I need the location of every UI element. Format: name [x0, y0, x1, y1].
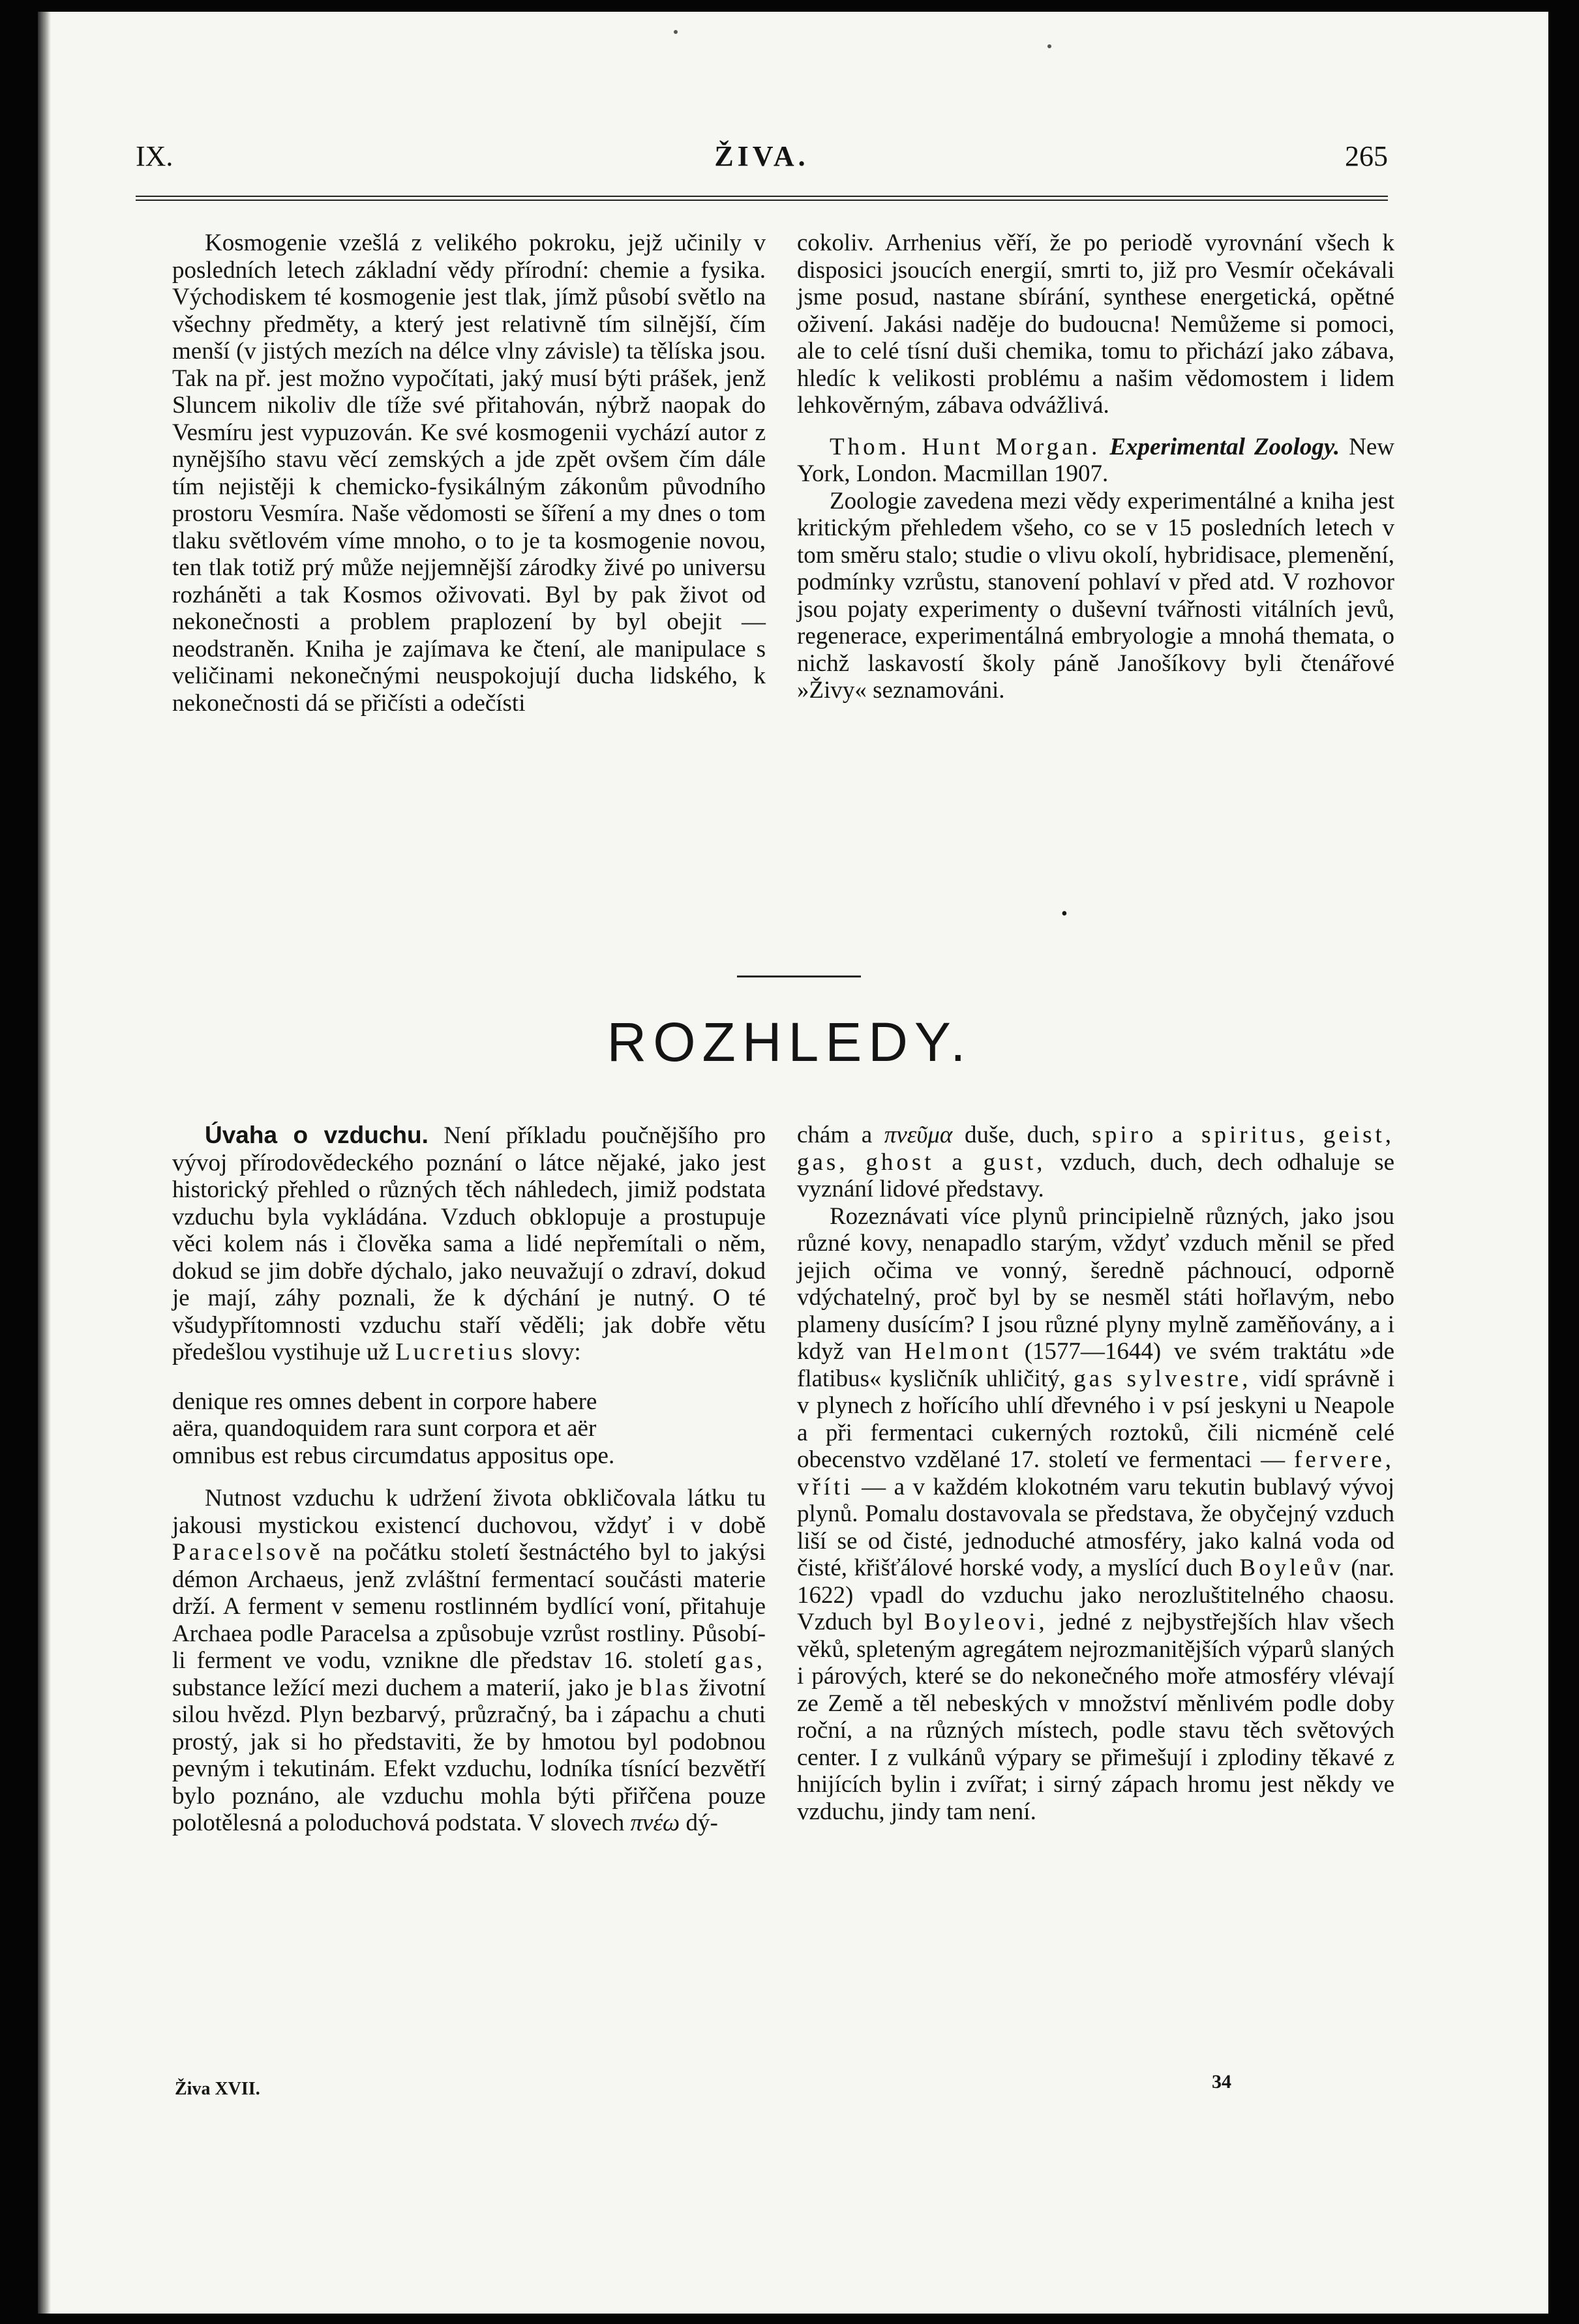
text-span: vzduch, duch, dech odhaluje se vyznání lidové představy. — [797, 1148, 1395, 1202]
left-column-bottom — [172, 1122, 766, 1837]
name-boyle: Boyleův — [1239, 1555, 1344, 1581]
term-fervere: fervere, vříti — [797, 1446, 1395, 1500]
term-gas: gas, — [714, 1647, 766, 1674]
name-lucretius: Lucretius — [395, 1339, 516, 1365]
text-span: duše, duch, — [964, 1122, 1080, 1148]
section-title: ROZHLEDY. — [607, 1011, 972, 1073]
arrhenius-review-text: Kosmogenie vzešlá z velikého pokroku, jejž učinily v posledních letech základní vědy přírodní: chemie a fysika. Východiskem té kosmogenie jest tlak, jímž působí světlo na všechny předměty, a který jest relativně tím silnější, čím menší (v jistých mezích na délce vlny závisle) ta tělíska jsou. Tak na př. jest možno vypočítati, jaký musí býti prášek, jenž Sluncem nikoliv dle tíže své přitahován, nýbrž naopak do Vesmíru jest vypuzován. Ke své kosmogenii vychází autor z nynějšího stavu věcí zemských a jde zpět ovšem čím dále tím nejistěji k chemicko-fysikálným zákonům původního prostoru Vesmíra. Naše vědomosti se šíření a my dnes o tom tlaku světlovém víme mnoho, o to je ta kosmogenie novou, ten tlak totiž prý může nejjemnější zárodky živé po universu rozháněti a tak Kosmos oživovati. Byl by pak život od nekonečnosti a problem praplození by byl obejit — neodstraněn. Kniha je zajímava ke čtení, ale manipulace s veličinami nekonečnými neuspokojují ducha lidského, k nekonečnosti dá se přičísti a odečísti — [172, 230, 766, 717]
greek-pneuma: πνεῦμα — [884, 1122, 953, 1148]
section-rule — [737, 976, 861, 977]
paper-speck — [1047, 44, 1051, 48]
text-span: (1577—1644) ve svém traktátu »de flatibus« kysličník uhličitý, — [797, 1338, 1395, 1392]
binding-edge — [38, 12, 51, 2314]
right-column-top — [797, 230, 1394, 704]
text-span: Rozeznávati více plynů principielně různých, jako jsou různé kovy, nenapadlo starým, vždyť vzduch měnil se před jejich očima ve vonný, šeredně páchnoucí, odporně vdýchatelný, proč byl by se nesměl státi hořlavým, nebo plameny dusícím? I jsou různé plyny mylně zaměňovány, a i když van — [797, 1202, 1394, 1365]
text-span: na počátku století šestnáctého byl to jakýsi démon Archaeus, jenž zvláštní fermentací součásti materie drží. A ferment v semenu rostlinném bydlící voní, přitahuje Archaea podle Paracelsa a způsobuje vzrůst rostliny. Působí-li ferment ve vodu, vznikne dle představ 16. století — [172, 1539, 766, 1674]
header-rule — [136, 196, 1388, 197]
arrhenius-review-end: cokoliv. Arrhenius věří, že po periodě vyrovnání všech k disposici jsoucích energií, smrti to, již pro Vesmír očekávali jsme posud, nastane sbírání, synthese energetická, opětné oživení. Jakási naděje do budoucna! Nemůžeme si pomoci, ale to celé tísní duši chemika, tomu to přichází jako zábava, hledíc k velikosti problému a našim vědomostem i lidem lehkověrným, zábava odvážlivá. — [797, 230, 1394, 419]
text-span: Nutnost vzduchu k udržení života obkličovala látku tu jakousi mystickou existencí duchovou, vždyť i v době — [172, 1485, 766, 1539]
text-span: dý- — [685, 1810, 718, 1836]
name-paracelsus: Paracelsově — [172, 1539, 323, 1566]
footer-sheet-number: 34 — [1212, 2071, 1231, 2093]
lucretius-quote — [172, 1388, 766, 1470]
review-author: Thom. Hunt Morgan. — [830, 433, 1101, 460]
footer-signature: Živa XVII. — [175, 2079, 260, 2099]
page-number: 265 — [1345, 140, 1388, 172]
article-runhead: Úvaha o vzduchu. — [205, 1122, 429, 1148]
air-article-paragraph-3 — [797, 1203, 1394, 1826]
text-span: (nar. 1622) vpadl do vzduchu jako nerozluštitelného chaosu. Vzduch byl — [797, 1555, 1395, 1635]
name-boyle-2: Boyleovi, — [924, 1609, 1048, 1635]
separator-dot: • — [1061, 904, 1068, 924]
paper-speck — [674, 30, 678, 34]
left-column-top — [172, 230, 766, 717]
text-span: chám a — [797, 1122, 873, 1148]
morgan-review-text: Zoologie zavedena mezi vědy experimentálné a kniha jest kritickým přehledem všeho, co se v 15 posledních letech v tom směru stalo; studie o vlivu okolí, hybridisace, plemenění, podmínky vzrůstu, stanovení pohlaví v před atd. V rozhovor jsou pojaty experimenty o duševní tvářnosti vitálních jevů, regenerace, experimentálná embryologie a mnohá themata, o nichž laskavostí školy páně Janošíkovy byli čtenářové »Živy« seznamováni. — [797, 487, 1394, 704]
air-article-intro — [172, 1122, 766, 1366]
greek-pneo: πνέω — [630, 1810, 680, 1836]
review-title: Experimental Zoology. — [1109, 433, 1340, 460]
volume-number: IX. — [136, 140, 173, 172]
text-span: — a v každém klokotném varu tekutin bublavý vývoj plynů. Pomalu dostavovala se představa, že obyčejný vzduch liší se od čisté, jednoduché atmosféry, jako kalná voda od čisté, křišťálové horské vody, a myslící duch — [797, 1473, 1395, 1581]
name-helmont: Helmont — [904, 1338, 1012, 1365]
air-article-paragraph-2 — [172, 1485, 766, 1837]
text-span: životní silou hvězd. Plyn bezbarvý, průzračný, ba i zápachu a chuti prostý, jak si ho představiti, že by hmotou byl podobnou pevným i tekutinám. Efekt vzduchu, lodníka tísnící bezvětří bylo poznáno, ale vzduchu mohla býti přiřčena pouze polotělesná a poloduchová podstata. V slovech — [172, 1674, 766, 1836]
air-article-continued — [797, 1122, 1394, 1203]
quote-line-3: omnibus est rebus circumdatus appositus ope. — [172, 1442, 615, 1469]
intro-text: Není příkladu poučnějšího pro vývoj přírodovědeckého poznání o látce nějaké, jako jest historický přehled o různých těch náhledech, jimiž podstata vzduchu byla vykládána. Vzduch obklopuje a prostupuje věci kolem nás i člověka sama a lidé nepřemítali o něm, dokud se jim dobře dýchalo, jako neuvažují o zdraví, dokud je mají, záhy poznali, že k dýchání je nutný. O té všudypřítomnosti vzduchu staří věděli; jak dobře větu předešlou vystihuje už — [172, 1122, 766, 1365]
text-span: jedné z nejbystřejších hlav všech věků, spleteným agregátem nejrozmanitějších výparů slaných i párových, které se do nekonečného moře atmosféry vlévají ze Země a těl nebeských v množství měnlivém podle doby roční, a na různých místech, podle stavu těch světových center. I z vulkánů výpary se přimešují i zplodiny těkavé z hnijících bylin i zvířat; i sirný zápach hromu jest někdy ve vzduchu, jindy tam není. — [797, 1609, 1394, 1825]
intro-end: slovy: — [522, 1339, 581, 1365]
text-span: substance ležící mezi duchem a materií, jako je — [172, 1674, 633, 1701]
text-span: vidí správně i v plynech z hořícího uhlí dřevného i v psí jeskyni u Neapole a při fermentaci cukerných roztoků, čili nicméně celé obecenstvo vzdělané 17. století ve fermentaci — — [797, 1365, 1395, 1473]
header-rule-2 — [136, 200, 1388, 201]
review-imprint: New York, London. Macmillan 1907. — [797, 433, 1395, 487]
running-head — [136, 140, 1388, 192]
term-blas: blas — [640, 1674, 692, 1701]
morgan-review-heading — [797, 434, 1394, 488]
quote-line-1: denique res omnes debent in corpore habere — [172, 1388, 597, 1415]
term-spiro: spiro a spiritus, geist, gas, ghost a gust, — [797, 1122, 1395, 1176]
quote-line-2: aëra, quandoquidem rara sunt corpora et aër — [172, 1415, 597, 1442]
journal-title: ŽIVA. — [714, 140, 809, 172]
right-column-bottom — [797, 1122, 1394, 1825]
term-gas-sylvestre: gas sylvestre, — [1074, 1365, 1252, 1392]
